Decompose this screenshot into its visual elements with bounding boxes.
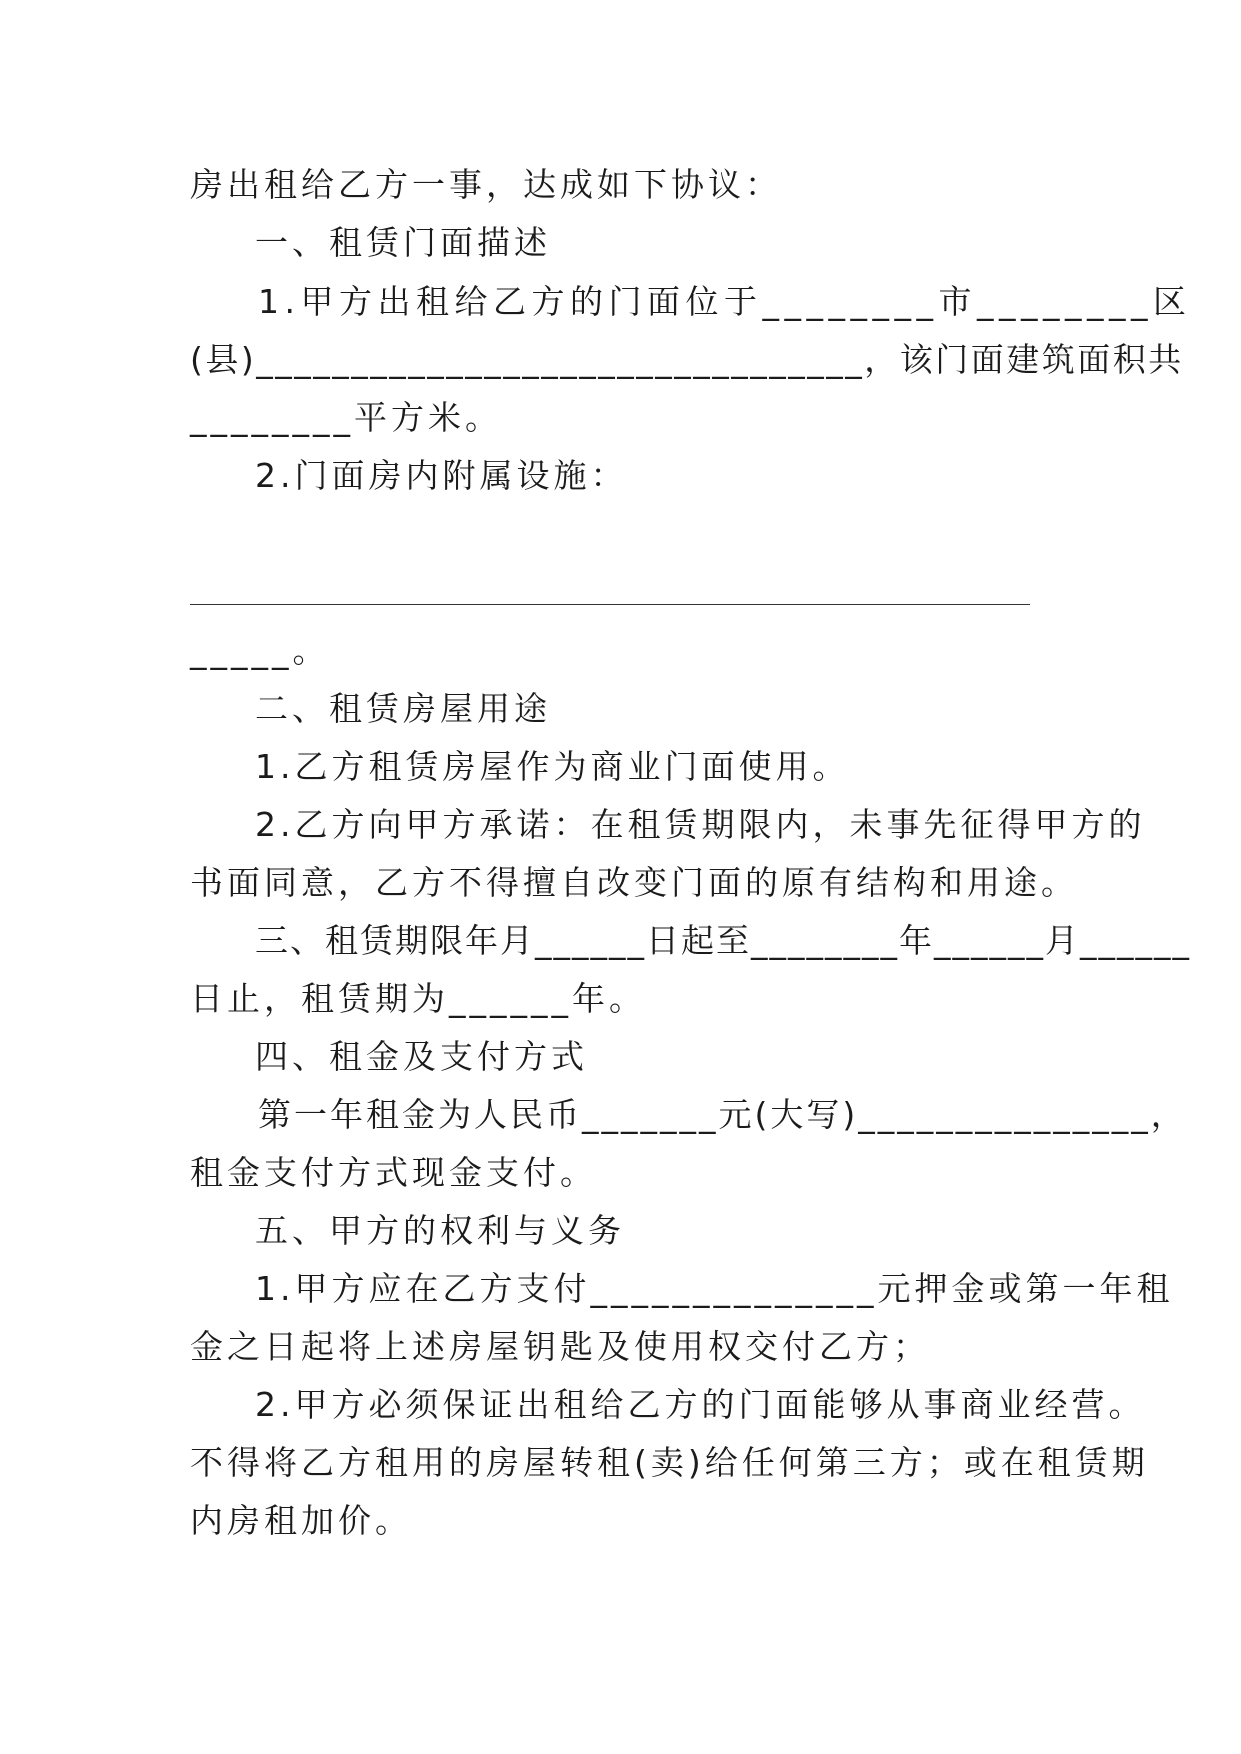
section-heading: 四、租金及支付方式 [255,1037,588,1076]
text-line: ________平方米。 [190,398,502,437]
section-heading: 五、甲方的权利与义务 [255,1211,625,1250]
text-line: 1.乙方租赁房屋作为商业门面使用。 [255,747,850,786]
text-line: 内房租加价。 [190,1501,412,1540]
section-heading: 一、租赁门面描述 [255,223,551,262]
text-line: (县)________________________________，该门面建筑面积共 [190,340,1184,379]
text-line: 房出租给乙方一事，达成如下协议： [190,165,782,204]
text-line: 2.乙方向甲方承诺：在租赁期限内，未事先征得甲方的 [255,805,1146,844]
section-heading: 二、租赁房屋用途 [255,689,551,728]
text-line: 金之日起将上述房屋钥匙及使用权交付乙方； [190,1327,930,1366]
text-line: 2.门面房内附属设施： [255,456,628,495]
text-line: 租金支付方式现金支付。 [190,1153,597,1192]
text-line: 书面同意，乙方不得擅自改变门面的原有结构和用途。 [190,863,1078,902]
text-line: 日止，租赁期为______年。 [190,979,646,1018]
fill-in-line [190,604,1030,605]
text-line: _____。 [190,631,330,670]
text-line: 不得将乙方租用的房屋转租(卖)给任何第三方；或在租赁期 [190,1443,1149,1482]
text-line: 第一年租金为人民币_______元(大写)_______________， [258,1095,1187,1134]
section-heading: 三、租赁期限年月______日起至________年______月______ [255,921,1191,960]
text-line: 1.甲方应在乙方支付______________元押金或第一年租 [255,1269,1174,1308]
text-line: 1.甲方出租给乙方的门面位于________市________区 [258,282,1192,321]
text-line: 2.甲方必须保证出租给乙方的门面能够从事商业经营。 [255,1385,1146,1424]
